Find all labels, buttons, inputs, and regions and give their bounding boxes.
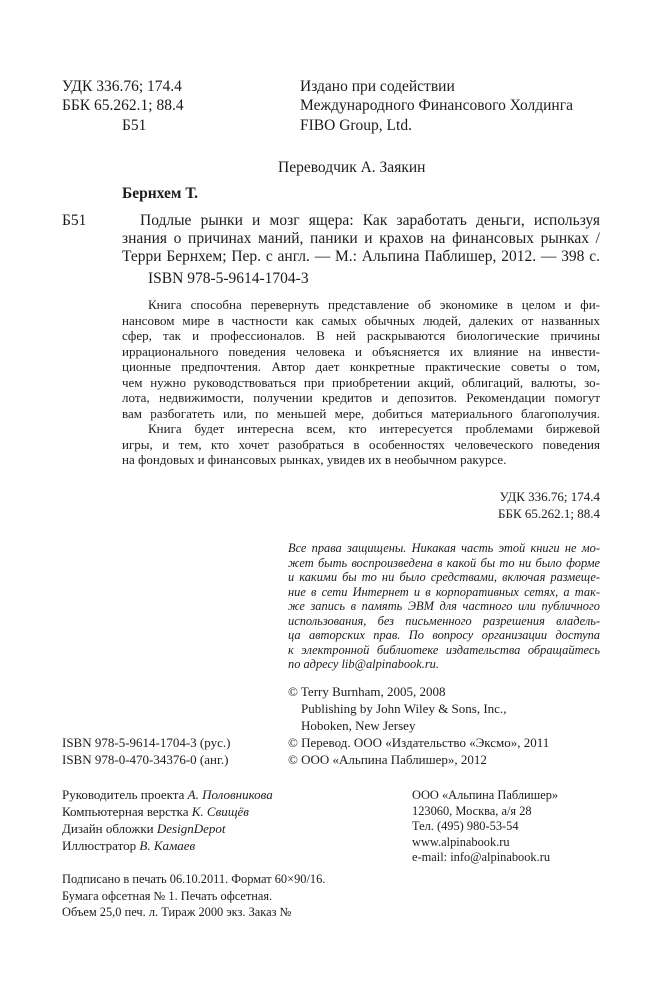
author-mark: Б51 (122, 117, 147, 134)
rights-line: же запись в память ЭВМ для частного или публичного (288, 599, 600, 613)
annotation-line: Книга будет интересна всем, кто интересуется проблемами биржевой (148, 421, 600, 436)
credit-illustrator (62, 838, 195, 854)
rights-line: ца авторских прав. По вопросу организации доступа (288, 628, 600, 642)
rights-line: жет быть воспроизведена в какой бы то ни было форме (288, 555, 600, 570)
annotation-line: ционные предпочтения. Автор дает конкретные практические советы о том, (122, 359, 600, 374)
udk-code-repeat: УДК 336.76; 174.4 (499, 489, 600, 504)
publisher-name: ООО «Альпина Паблишер» (412, 788, 559, 802)
annotation (122, 297, 600, 468)
udk-code: УДК 336.76; 174.4 (62, 78, 182, 95)
imprint-line: Бумага офсетная № 1. Печать офсетная. (62, 888, 273, 903)
credit-role: Иллюстратор (62, 838, 137, 853)
support-line-1: Издано при содействии (300, 78, 455, 95)
author-name: Бернхем Т. (122, 185, 199, 202)
support-line-3: FIBO Group, Ltd. (300, 117, 412, 134)
copyright-author: © Terry Burnham, 2005, 2008 (288, 684, 446, 699)
biblio-isbn: ISBN 978-5-9614-1704-3 (148, 270, 309, 287)
rights-notice (288, 541, 600, 672)
bbk-code-repeat: ББК 65.262.1; 88.4 (498, 506, 600, 521)
print-imprint (62, 872, 325, 920)
credit-project-lead (62, 787, 273, 803)
biblio-description (122, 212, 600, 266)
copyright-city: Hoboken, New Jersey (301, 718, 416, 733)
publisher-address: 123060, Москва, а/я 28 (412, 803, 532, 818)
credit-person: DesignDepot (156, 821, 226, 836)
copyright-publisher: Publishing by John Wiley & Sons, Inc., (301, 701, 507, 716)
credit-person: К. Свищёв (191, 804, 249, 819)
annotation-line: сфер, так и профессионалов. В ней раскрываются биологические причины (122, 328, 600, 343)
imprint-line: Подписано в печать 06.10.2011. Формат 60×90/16. (62, 872, 326, 886)
publisher-phone: Тел. (495) 980-53-54 (412, 819, 519, 833)
biblio-line: знания о причинах маний, паники и крахов на финансовых рынках / (122, 230, 600, 247)
annotation-line: игры, и тем, кто хочет разобраться в особенностях человеческого поведения (122, 436, 600, 452)
support-line-2: Международного Финансового Холдинга (300, 97, 573, 114)
rights-line: использования, без письменного разрешения владель- (288, 613, 600, 628)
bbk-code: ББК 65.262.1; 88.4 (62, 97, 184, 114)
imprint-line: Объем 25,0 печ. л. Тираж 2000 экз. Заказ № (62, 905, 292, 919)
credit-role: Руководитель проекта (62, 787, 185, 802)
publisher-contacts (412, 788, 558, 865)
isbn-english: ISBN 978-0-470-34376-0 (анг.) (62, 752, 229, 767)
copyright-alpina: © ООО «Альпина Паблишер», 2012 (288, 752, 487, 767)
annotation-line: вам разбогатеть или, по меньшей мере, добиться материального благополучия. (122, 405, 600, 421)
rights-line: Все права защищены. Никакая часть этой книги не мо- (288, 541, 600, 555)
publisher-website: www.alpinabook.ru (412, 834, 510, 849)
annotation-line: лота, недвижимости, получении кредитов и депозитов. Рекомендации помогут (122, 390, 600, 405)
biblio-line: Терри Бернхем; Пер. с англ. — М.: Альпина Паблишер, 2012. — 398 с. (122, 248, 600, 265)
credit-layout (62, 804, 249, 820)
biblio-mark: Б51 (62, 212, 87, 229)
publisher-email: e-mail: info@alpinabook.ru (412, 850, 551, 864)
credit-person: В. Камаев (139, 838, 196, 853)
annotation-line: нансовом мире в частности как самых обычных людей, далеких от названных (122, 312, 600, 328)
rights-line: по адресу lib@alpinabook.ru. (288, 657, 439, 671)
annotation-line: на фондовых и финансовых рынках, увидев их в необычном ракурсе. (122, 452, 507, 467)
biblio-line: Подлые рынки и мозг ящера: Как заработать деньги, используя (140, 212, 600, 229)
rights-line: и какими бы то ни было средствами, включая размеще- (288, 570, 600, 584)
credit-cover (62, 821, 225, 837)
annotation-line: Книга способна перевернуть представление об экономике в целом и фи- (148, 297, 600, 312)
credit-role: Компьютерная верстка (62, 804, 189, 819)
credit-role: Дизайн обложки (62, 821, 154, 836)
annotation-line: иррационального поведения человека и объясняется их влияние на инвести- (122, 343, 600, 359)
copyright-translation: © Перевод. ООО «Издательство «Эксмо», 2011 (288, 735, 550, 750)
isbn-russian: ISBN 978-5-9614-1704-3 (рус.) (62, 735, 231, 750)
credit-person: А. Половникова (187, 787, 273, 802)
annotation-line: чем нужно руководствоваться при приобретении акций, облигаций, валюты, зо- (122, 374, 600, 390)
rights-line: ние в сети Интернет и в корпоративных сетях, а так- (288, 584, 600, 599)
translator: Переводчик А. Заякин (278, 159, 426, 176)
rights-line: к электронной библиотеке издательства обращайтесь (288, 642, 600, 657)
